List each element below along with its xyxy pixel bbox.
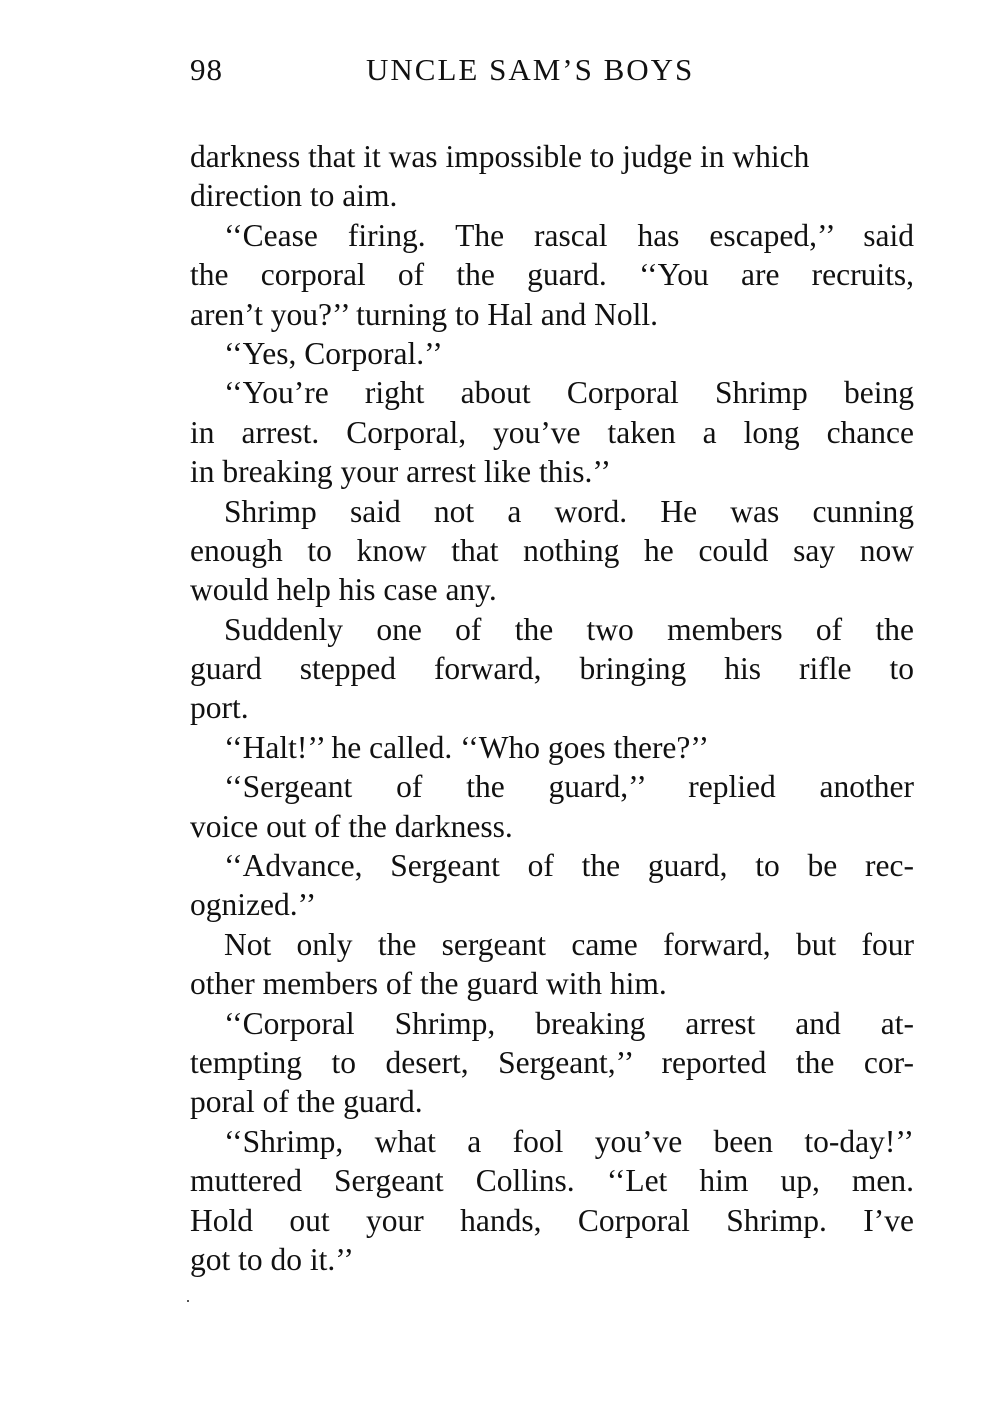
text-line: poral of the guard.: [190, 1084, 423, 1120]
text-line: darkness that it was impossible to judge in which: [190, 139, 810, 174]
text-line: voice out of the darkness.: [190, 808, 513, 844]
text-line: ‘‘Advance, Sergeant of the guard, to be rec-: [224, 848, 914, 884]
text-line: enough to know that nothing he could say now: [190, 532, 914, 568]
text-line: guard stepped forward, bringing his rifle to: [190, 651, 914, 687]
text-line: Not only the sergeant came forward, but four: [224, 926, 914, 962]
text-line: got to do it.’’: [190, 1241, 354, 1277]
body-text: [190, 137, 914, 1279]
page-header: [190, 52, 914, 100]
text-line: would help his case any.: [190, 572, 497, 608]
text-line: ‘‘You’re right about Corporal Shrimp being: [224, 375, 914, 411]
text-line: ognized.’’: [190, 887, 317, 923]
running-title: UNCLE SAM’S BOYS: [366, 52, 695, 87]
text-line: the corporal of the guard. ‘‘You are recruits,: [190, 257, 914, 293]
text-line: other members of the guard with him.: [190, 966, 667, 1002]
text-line: Shrimp said not a word. He was cunning: [224, 493, 914, 529]
text-line: ‘‘Corporal Shrimp, breaking arrest and at-: [224, 1005, 914, 1041]
text-line: muttered Sergeant Collins. ‘‘Let him up, men.: [190, 1163, 914, 1199]
text-line: in breaking your arrest like this.’’: [190, 454, 612, 490]
text-line: ‘‘Sergeant of the guard,’’ replied another: [224, 769, 914, 805]
text-line: ‘‘Halt!’’ he called. ‘‘Who goes there?’’: [224, 729, 710, 765]
text-line: direction to aim.: [190, 178, 398, 214]
ink-speck: [187, 1300, 189, 1302]
text-line: ‘‘Yes, Corporal.’’: [224, 335, 443, 371]
text-line: ‘‘Cease firing. The rascal has escaped,’’ said: [224, 217, 914, 253]
text-line: Hold out your hands, Corporal Shrimp. I’ve: [190, 1202, 914, 1238]
text-line: in arrest. Corporal, you’ve taken a long chance: [190, 414, 914, 450]
text-line: port.: [190, 690, 249, 726]
text-line: ‘‘Shrimp, what a fool you’ve been to-day!’’: [224, 1123, 914, 1159]
text-line: aren’t you?’’ turning to Hal and Noll.: [190, 296, 658, 332]
text-line: Suddenly one of the two members of the: [224, 611, 914, 647]
page-number: 98: [190, 52, 223, 87]
text-line: tempting to desert, Sergeant,’’ reported the cor-: [190, 1044, 914, 1080]
